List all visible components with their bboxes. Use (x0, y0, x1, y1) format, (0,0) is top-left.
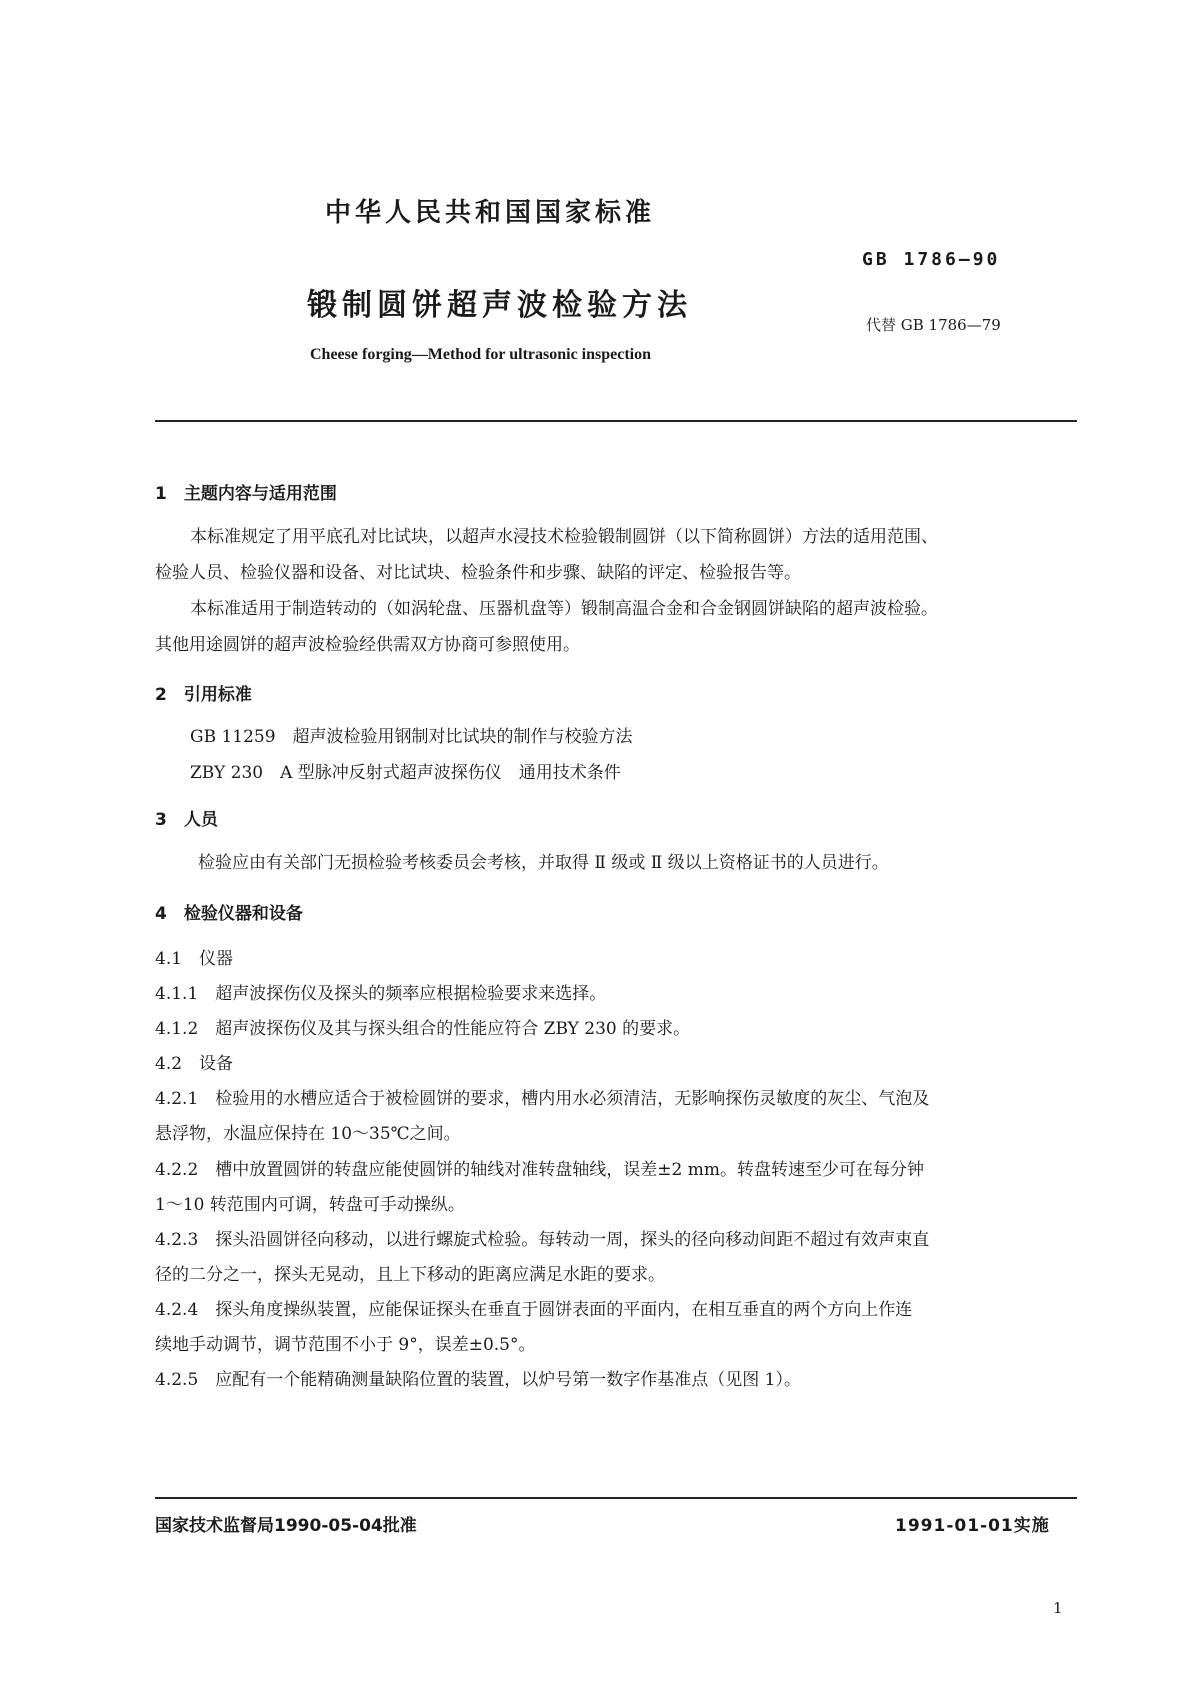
clause: 4.2.2 槽中放置圆饼的转盘应能使圆饼的轴线对准转盘轴线，误差±2 mm。转盘转速至少可在每分钟 (155, 1160, 924, 1180)
clause: 4.1.1 超声波探伤仪及探头的频率应根据检验要求来选择。 (155, 984, 607, 1004)
approval-line: 国家技术监督局1990-05-04批准 (155, 1516, 417, 1536)
clause: 悬浮物，水温应保持在 10～35℃之间。 (155, 1124, 461, 1144)
subsection-heading: 4.2 设备 (155, 1054, 234, 1074)
paragraph: 本标准适用于制造转动的（如涡轮盘、压器机盘等）锻制高温合金和合金钢圆饼缺陷的超声波检验。 (190, 599, 938, 619)
effective-date: 1991-01-01实施 (895, 1516, 1050, 1536)
english-title: Cheese forging—Method for ultrasonic inspection (310, 346, 652, 363)
section-4-heading: 4 检验仪器和设备 (155, 904, 303, 924)
page-number: 1 (1053, 1599, 1063, 1617)
clause: 1～10 转范围内可调，转盘可手动操纵。 (155, 1195, 465, 1215)
replaces-standard: 代替 GB 1786—79 (866, 316, 1001, 334)
subsection-heading: 4.1 仪器 (155, 949, 234, 969)
section-1-heading: 1 主题内容与适用范围 (155, 484, 337, 504)
clause: 4.2.4 探头角度操纵装置，应能保证探头在垂直于圆饼表面的平面内，在相互垂直的两个方向上作连 (155, 1300, 913, 1320)
reference-item: GB 11259 超声波检验用钢制对比试块的制作与校验方法 (190, 727, 633, 747)
clause: 4.2.3 探头沿圆饼径向移动，以进行螺旋式检验。每转动一周，探头的径向移动间距不超过有效声束直 (155, 1230, 930, 1250)
clause: 4.2.5 应配有一个能精确测量缺陷位置的装置，以炉号第一数字作基准点（见图 1）。 (155, 1370, 801, 1390)
section-2-heading: 2 引用标准 (155, 685, 252, 705)
national-standard-title: 中华人民共和国国家标准 (325, 198, 656, 228)
paragraph: 本标准规定了用平底孔对比试块，以超声水浸技术检验锻制圆饼（以下简称圆饼）方法的适用范围、 (190, 527, 938, 547)
clause: 续地手动调节，调节范围不小于 9°，误差±0.5°。 (155, 1335, 536, 1355)
header-rule (155, 420, 1077, 422)
paragraph: 其他用途圆饼的超声波检验经供需双方协商可参照使用。 (155, 635, 580, 655)
standard-number: GB 1786—90 (862, 249, 1001, 270)
clause: 4.1.2 超声波探伤仪及其与探头组合的性能应符合 ZBY 230 的要求。 (155, 1019, 691, 1039)
paragraph: 检验人员、检验仪器和设备、对比试块、检验条件和步骤、缺陷的评定、检验报告等。 (155, 563, 801, 583)
clause: 径的二分之一，探头无晃动，且上下移动的距离应满足水距的要求。 (155, 1265, 665, 1285)
reference-item: ZBY 230 A 型脉冲反射式超声波探伤仪 通用技术条件 (190, 763, 621, 783)
footer-rule (155, 1497, 1077, 1499)
paragraph: 检验应由有关部门无损检验考核委员会考核，并取得 Ⅱ 级或 Ⅱ 级以上资格证书的人员进行。 (198, 853, 889, 873)
document-title: 锻制圆饼超声波检验方法 (307, 288, 692, 323)
section-3-heading: 3 人员 (155, 810, 218, 830)
clause: 4.2.1 检验用的水槽应适合于被检圆饼的要求，槽内用水必须清洁，无影响探伤灵敏度的灰尘、气泡及 (155, 1089, 930, 1109)
